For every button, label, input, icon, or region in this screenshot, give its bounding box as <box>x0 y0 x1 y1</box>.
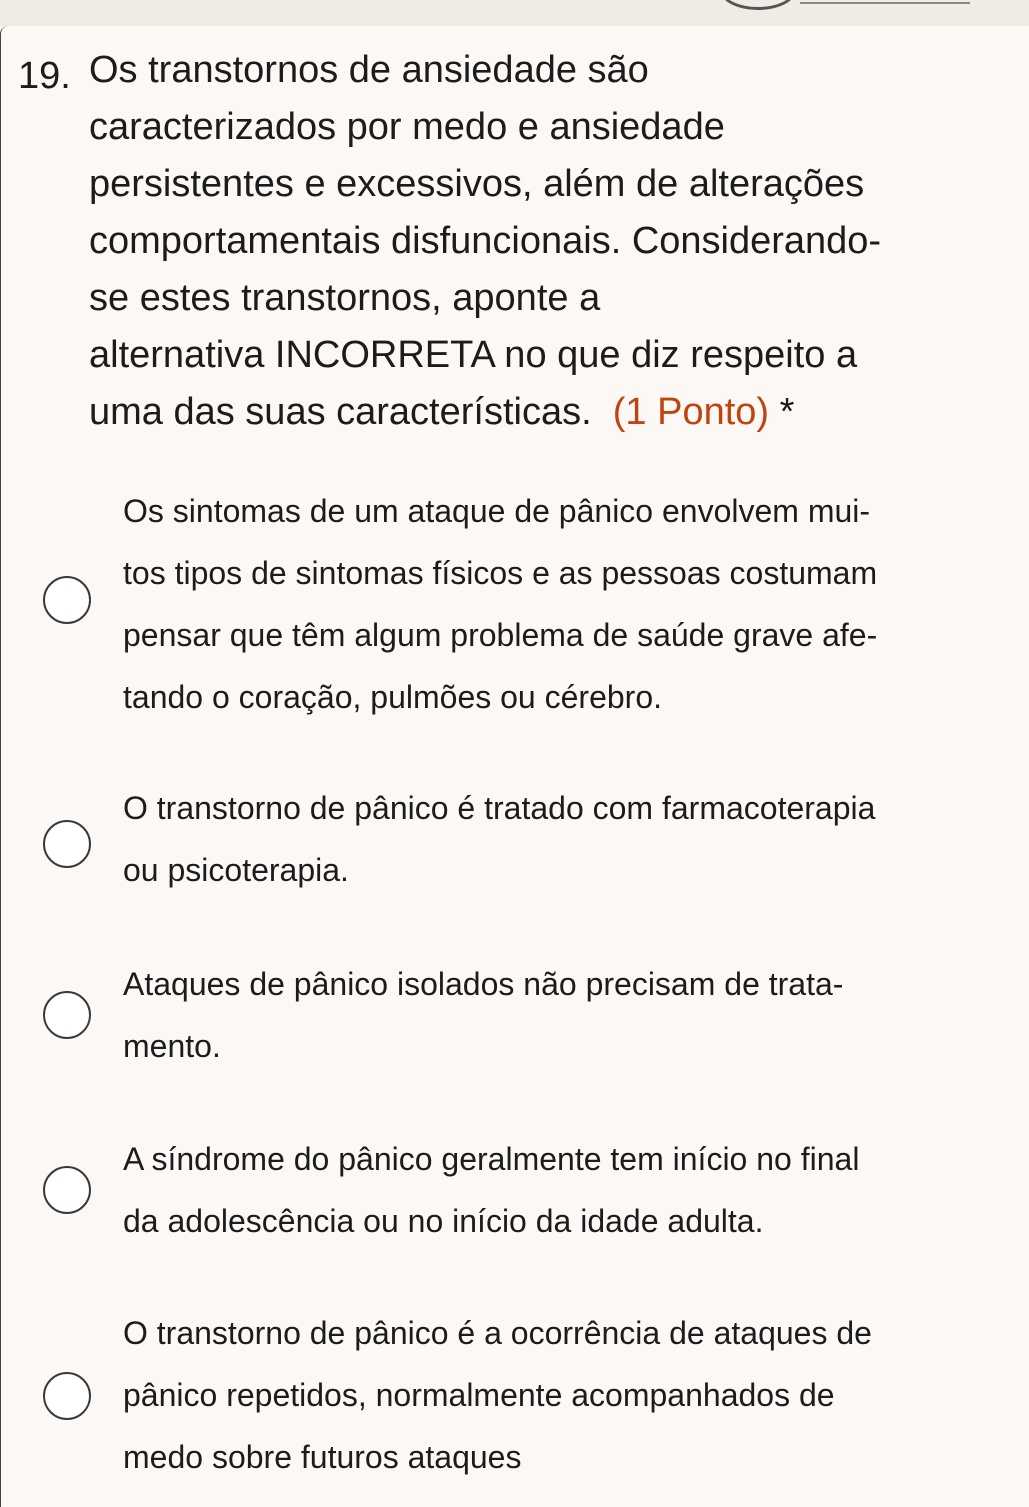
option-line: O transtorno de pânico é tratado com farmacoterapia <box>123 790 876 826</box>
option-1[interactable] <box>0 480 1029 730</box>
radio-button[interactable] <box>43 1166 91 1214</box>
option-line: pânico repetidos, normalmente acompanhados de <box>123 1377 835 1413</box>
radio-button[interactable] <box>43 576 91 624</box>
option-3[interactable] <box>0 953 1029 1078</box>
option-line: A síndrome do pânico geralmente tem início no final <box>123 1141 860 1177</box>
radio-button[interactable] <box>43 820 91 868</box>
required-mark: * <box>779 391 795 433</box>
radio-button[interactable] <box>43 991 91 1039</box>
points-label: (1 Ponto) <box>612 391 770 433</box>
question-line: se estes transtornos, aponte a <box>89 277 601 319</box>
option-line: Ataques de pânico isolados não precisam de trata- <box>123 966 844 1002</box>
option-line: mento. <box>123 1028 221 1064</box>
top-strip <box>0 0 1029 26</box>
option-line: tando o coração, pulmões ou cérebro. <box>123 679 662 715</box>
option-line: O transtorno de pânico é a ocorrência de ataques de <box>123 1315 872 1351</box>
option-line: medo sobre futuros ataques <box>123 1439 522 1475</box>
question-line: caracterizados por medo e ansiedade <box>89 106 725 148</box>
option-text <box>123 1302 1003 1488</box>
option-text <box>123 953 1003 1077</box>
question-line: persistentes e excessivos, além de alterações <box>89 163 865 205</box>
option-5[interactable] <box>0 1302 1029 1492</box>
question-text <box>89 42 1019 441</box>
option-line: Os sintomas de um ataque de pânico envolvem mui- <box>123 493 871 529</box>
question-number: 19. <box>18 55 71 97</box>
option-2[interactable] <box>0 777 1029 902</box>
question-line: comportamentais disfuncionais. Considerando- <box>89 220 882 262</box>
question-line: Os transtornos de ansiedade são <box>89 49 649 91</box>
option-line: pensar que têm algum problema de saúde grave afe- <box>123 617 878 653</box>
partial-graphic <box>720 0 796 10</box>
partial-divider <box>800 2 970 4</box>
option-4[interactable] <box>0 1128 1029 1253</box>
option-line: ou psicoterapia. <box>123 852 349 888</box>
option-text <box>123 480 1003 728</box>
option-line: da adolescência ou no início da idade adulta. <box>123 1203 764 1239</box>
radio-button[interactable] <box>43 1372 91 1420</box>
question-line-last <box>89 384 1019 441</box>
option-text <box>123 777 1003 901</box>
question-line: alternativa INCORRETA no que diz respeito a <box>89 334 858 376</box>
option-text <box>123 1128 1003 1252</box>
option-line: tos tipos de sintomas físicos e as pessoas costumam <box>123 555 878 591</box>
question-line: uma das suas características. <box>89 391 592 433</box>
